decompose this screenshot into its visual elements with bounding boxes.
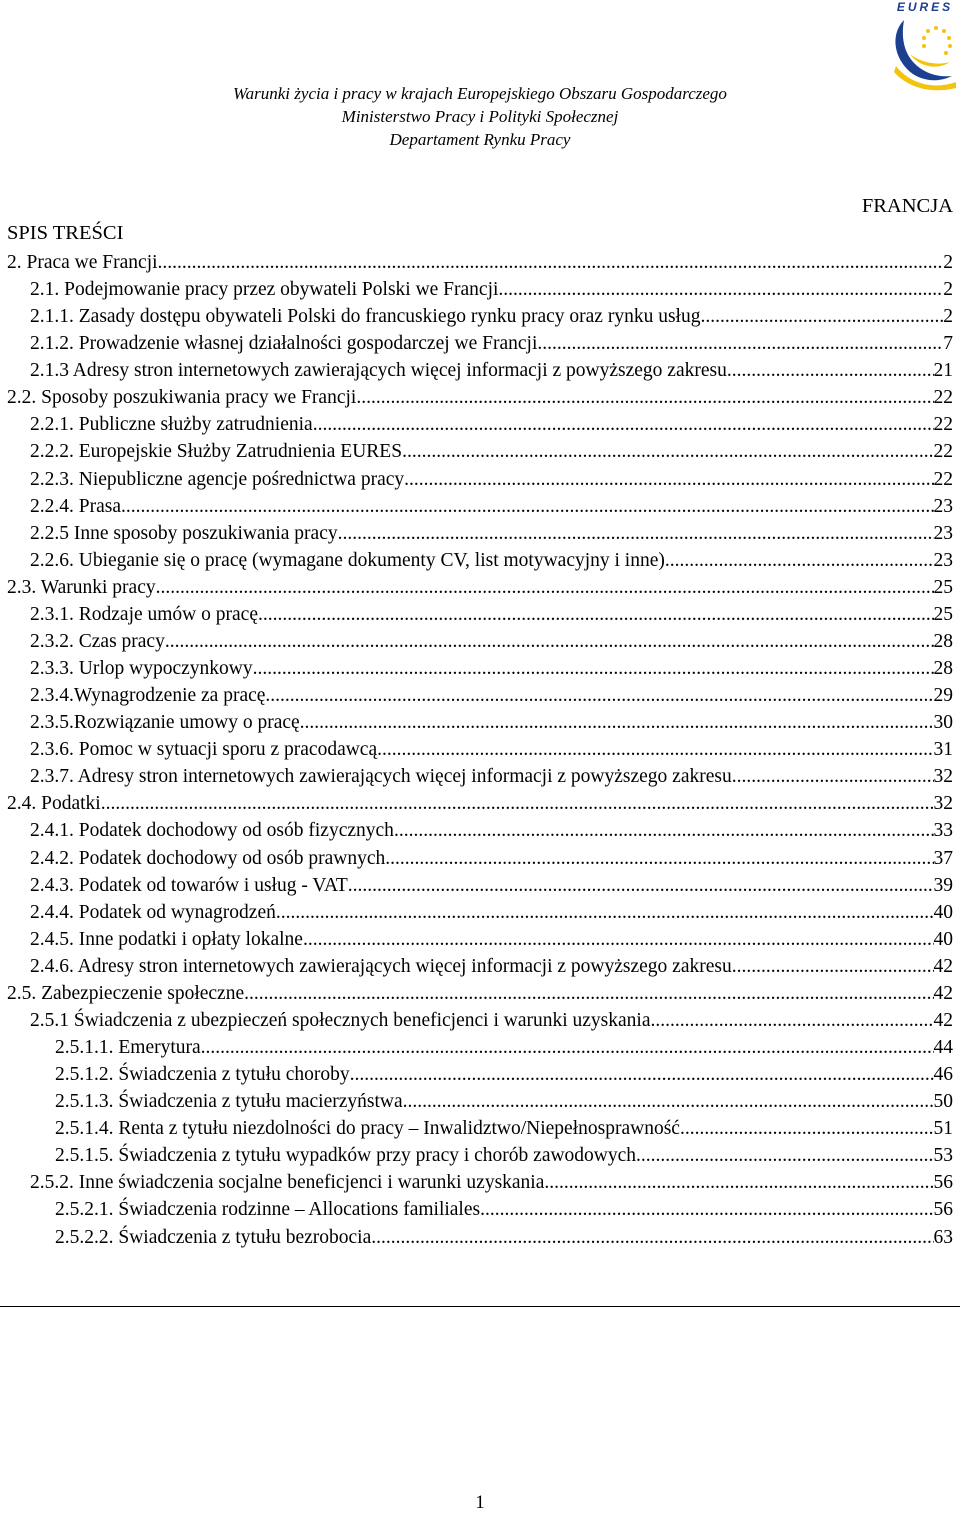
toc-dot-leader bbox=[300, 712, 934, 734]
toc-dot-leader bbox=[371, 1227, 933, 1249]
toc-entry-page: 39 bbox=[933, 875, 953, 896]
toc-entry-title: 2.2.6. Ubieganie się o pracę (wymagane dokumenty CV, list motywacyjny i inne) bbox=[30, 550, 665, 571]
toc-entry[interactable] bbox=[55, 1118, 953, 1145]
toc-dot-leader bbox=[404, 469, 933, 491]
toc-entry-page: 42 bbox=[933, 983, 953, 1004]
toc-entry-title: 2.5.1.4. Renta z tytułu niezdolności do pracy – Inwalidztwo/Niepełnosprawność bbox=[55, 1118, 680, 1139]
toc-dot-leader bbox=[201, 1037, 934, 1059]
toc-dot-leader bbox=[350, 1064, 934, 1086]
toc-entry-title: 2.1.2. Prowadzenie własnej działalności gospodarczej we Francji bbox=[30, 333, 538, 354]
toc-entry-page: 32 bbox=[933, 766, 953, 787]
toc-entry[interactable] bbox=[30, 875, 953, 902]
toc-entry-page: 42 bbox=[933, 1010, 953, 1031]
toc-entry-title: 2.3.4.Wynagrodzenie za pracę bbox=[30, 685, 266, 706]
toc-dot-leader bbox=[385, 848, 933, 870]
toc-dot-leader bbox=[356, 387, 933, 409]
toc-dot-leader bbox=[338, 523, 934, 545]
header-line-2: Ministerstwo Pracy i Polityki Społecznej bbox=[341, 107, 619, 126]
toc-entry-title: 2. Praca we Francji bbox=[7, 252, 158, 273]
toc-entry[interactable] bbox=[7, 793, 953, 820]
toc-entry-title: 2.2. Sposoby poszukiwania pracy we Francji bbox=[7, 387, 357, 408]
toc-dot-leader bbox=[403, 1091, 934, 1113]
toc-entry-title: 2.4.3. Podatek od towarów i usług - VAT bbox=[30, 875, 348, 896]
toc-entry-title: 2.2.4. Prasa bbox=[30, 496, 121, 517]
toc-dot-leader bbox=[650, 1010, 933, 1032]
toc-entry-title: 2.5.1.1. Emerytura bbox=[55, 1037, 201, 1058]
toc-entry[interactable] bbox=[7, 577, 953, 604]
toc-entry[interactable] bbox=[30, 496, 953, 523]
toc-entry-page: 40 bbox=[933, 902, 953, 923]
toc-entry-title: 2.5. Zabezpieczenie społeczne bbox=[7, 983, 245, 1004]
toc-entry[interactable] bbox=[55, 1227, 953, 1254]
toc-entry-page: 31 bbox=[933, 739, 953, 760]
toc-entry-page: 51 bbox=[933, 1118, 953, 1139]
toc-entry[interactable] bbox=[30, 902, 953, 929]
toc-dot-leader bbox=[544, 1172, 933, 1194]
toc-dot-leader bbox=[348, 875, 934, 897]
toc-entry-page: 53 bbox=[933, 1145, 953, 1166]
toc-dot-leader bbox=[258, 604, 934, 626]
toc-entry[interactable] bbox=[7, 387, 953, 414]
toc-entry-title: 2.3.7. Adresy stron internetowych zawierających więcej informacji z powyższego zakresu bbox=[30, 766, 732, 787]
toc-dot-leader bbox=[158, 252, 944, 274]
toc-dot-leader bbox=[377, 739, 933, 761]
toc-entry-page: 63 bbox=[933, 1227, 953, 1248]
toc-dot-leader bbox=[480, 1199, 933, 1221]
toc-entry-title: 2.3.2. Czas pracy bbox=[30, 631, 165, 652]
toc-dot-leader bbox=[253, 658, 934, 680]
toc-dot-leader bbox=[165, 631, 934, 653]
toc-entry-title: 2.5.1 Świadczenia z ubezpieczeń społecznych beneficjenci i warunki uzyskania bbox=[30, 1010, 651, 1031]
toc-dot-leader bbox=[732, 956, 934, 978]
toc-dot-leader bbox=[680, 1118, 934, 1140]
toc-entry-page: 33 bbox=[933, 820, 953, 841]
toc-dot-leader bbox=[313, 414, 934, 436]
toc-entry-page: 46 bbox=[933, 1064, 953, 1085]
toc-heading: SPIS TREŚCI bbox=[7, 222, 124, 244]
toc-entry[interactable] bbox=[30, 712, 953, 739]
toc-entry[interactable] bbox=[55, 1091, 953, 1118]
eures-logo bbox=[890, 0, 960, 92]
toc-entry[interactable] bbox=[55, 1037, 953, 1064]
toc-entry-page: 42 bbox=[933, 956, 953, 977]
toc-dot-leader bbox=[101, 793, 934, 815]
toc-entry-page: 25 bbox=[933, 604, 953, 625]
eures-emblem-icon bbox=[890, 14, 960, 92]
toc-entry[interactable] bbox=[30, 604, 953, 631]
toc-entry[interactable] bbox=[30, 1010, 953, 1037]
toc-dot-leader bbox=[732, 766, 934, 788]
toc-entry-title: 2.3.1. Rodzaje umów o pracę bbox=[30, 604, 258, 625]
toc-entry-page: 29 bbox=[933, 685, 953, 706]
toc-entry[interactable] bbox=[30, 279, 953, 306]
toc-entry[interactable] bbox=[30, 739, 953, 766]
toc-entry-title: 2.3.3. Urlop wypoczynkowy bbox=[30, 658, 253, 679]
toc-entry-page: 23 bbox=[933, 550, 953, 571]
toc-entry[interactable] bbox=[30, 469, 953, 496]
toc-entry-title: 2.2.2. Europejskie Służby Zatrudnienia EURES bbox=[30, 441, 403, 462]
toc-entry-title: 2.4.2. Podatek dochodowy od osób prawnych bbox=[30, 848, 386, 869]
toc-entry-title: 2.3. Warunki pracy bbox=[7, 577, 156, 598]
toc-dot-leader bbox=[537, 333, 943, 355]
toc-entry[interactable] bbox=[30, 414, 953, 441]
toc-entry-page: 56 bbox=[933, 1199, 953, 1220]
eures-logo-text: EURES bbox=[896, 0, 954, 14]
toc-entry-page: 2 bbox=[943, 252, 953, 273]
toc-entry[interactable] bbox=[30, 685, 953, 712]
toc-entry-page: 28 bbox=[933, 658, 953, 679]
toc-entry[interactable] bbox=[30, 658, 953, 685]
toc-entry[interactable] bbox=[30, 956, 953, 983]
toc-entry[interactable] bbox=[30, 848, 953, 875]
toc-dot-leader bbox=[665, 550, 934, 572]
toc-entry[interactable] bbox=[30, 631, 953, 658]
page-number: 1 bbox=[475, 1492, 485, 1513]
toc-entry-page: 21 bbox=[933, 360, 953, 381]
toc-dot-leader bbox=[636, 1145, 933, 1167]
toc-entry[interactable] bbox=[30, 766, 953, 793]
toc-entry-page: 44 bbox=[933, 1037, 953, 1058]
toc-entry-page: 37 bbox=[933, 848, 953, 869]
toc-entry-page: 23 bbox=[933, 496, 953, 517]
toc-dot-leader bbox=[156, 577, 934, 599]
country-title: FRANCJA bbox=[861, 195, 953, 217]
toc-entry-page: 7 bbox=[943, 333, 953, 354]
toc-entry-title: 2.2.5 Inne sposoby poszukiwania pracy bbox=[30, 523, 338, 544]
toc-entry-title: 2.3.5.Rozwiązanie umowy o pracę bbox=[30, 712, 300, 733]
toc-entry-title: 2.1.3 Adresy stron internetowych zawierających więcej informacji z powyższego zakresu bbox=[30, 360, 727, 381]
toc-entry-page: 2 bbox=[943, 306, 953, 327]
toc-entry[interactable] bbox=[30, 441, 953, 468]
toc-dot-leader bbox=[121, 496, 934, 518]
toc-entry-title: 2.4.5. Inne podatki i opłaty lokalne bbox=[30, 929, 303, 950]
toc-entry[interactable] bbox=[30, 333, 953, 360]
toc-entry-page: 30 bbox=[933, 712, 953, 733]
toc-entry[interactable] bbox=[30, 360, 953, 387]
toc-entry-page: 22 bbox=[933, 414, 953, 435]
toc-dot-leader bbox=[402, 441, 933, 463]
toc-entry-page: 32 bbox=[933, 793, 953, 814]
toc-entry-title: 2.5.1.3. Świadczenia z tytułu macierzyństwa bbox=[55, 1091, 403, 1112]
toc-dot-leader bbox=[276, 902, 934, 924]
toc-entry[interactable] bbox=[7, 983, 953, 1010]
toc-entry[interactable] bbox=[30, 929, 953, 956]
toc-entry-title: 2.3.6. Pomoc w sytuacji sporu z pracodawcą bbox=[30, 739, 378, 760]
toc-entry-page: 40 bbox=[933, 929, 953, 950]
header-line-1: Warunki życia i pracy w krajach Europejskiego Obszaru Gospodarczego bbox=[233, 84, 727, 103]
toc-entry-page: 56 bbox=[933, 1172, 953, 1193]
toc-entry-page: 23 bbox=[933, 523, 953, 544]
toc-entry[interactable] bbox=[30, 820, 953, 847]
toc-dot-leader bbox=[498, 279, 943, 301]
toc-entry-title: 2.4.1. Podatek dochodowy od osób fizycznych bbox=[30, 820, 394, 841]
toc-entry-title: 2.5.2.1. Świadczenia rodzinne – Allocations familiales bbox=[55, 1199, 481, 1220]
toc-entry-title: 2.5.1.5. Świadczenia z tytułu wypadków przy pracy i chorób zawodowych bbox=[55, 1145, 637, 1166]
toc-entry-page: 28 bbox=[933, 631, 953, 652]
toc-entry-page: 22 bbox=[933, 469, 953, 490]
toc-dot-leader bbox=[265, 685, 933, 707]
toc-entry[interactable] bbox=[30, 550, 953, 577]
toc-entry-title: 2.4.6. Adresy stron internetowych zawierających więcej informacji z powyższego zakresu bbox=[30, 956, 732, 977]
toc-entry[interactable] bbox=[7, 252, 953, 279]
toc-entry-title: 2.4. Podatki bbox=[7, 793, 101, 814]
toc-entry-page: 50 bbox=[933, 1091, 953, 1112]
toc-entry[interactable] bbox=[55, 1064, 953, 1091]
toc-entry[interactable] bbox=[30, 1172, 953, 1199]
toc-dot-leader bbox=[700, 306, 943, 328]
document-header bbox=[0, 82, 960, 151]
toc-dot-leader bbox=[727, 360, 934, 382]
toc-entry[interactable] bbox=[55, 1145, 953, 1172]
toc-entry-title: 2.4.4. Podatek od wynagrodzeń bbox=[30, 902, 276, 923]
toc-dot-leader bbox=[394, 820, 934, 842]
toc-entry-page: 22 bbox=[933, 387, 953, 408]
toc-entry[interactable] bbox=[55, 1199, 953, 1226]
footer-divider bbox=[0, 1306, 960, 1307]
toc-entry-title: 2.1.1. Zasady dostępu obywateli Polski do francuskiego rynku pracy oraz rynku usług bbox=[30, 306, 701, 327]
toc-entry-title: 2.1. Podejmowanie pracy przez obywateli Polski we Francji bbox=[30, 279, 499, 300]
toc-entry-title: 2.2.3. Niepubliczne agencje pośrednictwa pracy bbox=[30, 469, 405, 490]
toc-entry-title: 2.5.2.2. Świadczenia z tytułu bezrobocia bbox=[55, 1227, 372, 1248]
toc-dot-leader bbox=[244, 983, 933, 1005]
toc-entry[interactable] bbox=[30, 523, 953, 550]
toc-dot-leader bbox=[303, 929, 934, 951]
header-line-3: Departament Rynku Pracy bbox=[389, 130, 571, 149]
toc-entry-page: 22 bbox=[933, 441, 953, 462]
toc-entry-page: 25 bbox=[933, 577, 953, 598]
toc-entry[interactable] bbox=[30, 306, 953, 333]
toc-entry-title: 2.5.1.2. Świadczenia z tytułu choroby bbox=[55, 1064, 350, 1085]
toc-entry-title: 2.2.1. Publiczne służby zatrudnienia bbox=[30, 414, 313, 435]
toc-entry-title: 2.5.2. Inne świadczenia socjalne beneficjenci i warunki uzyskania bbox=[30, 1172, 545, 1193]
toc-entry-page: 2 bbox=[943, 279, 953, 300]
